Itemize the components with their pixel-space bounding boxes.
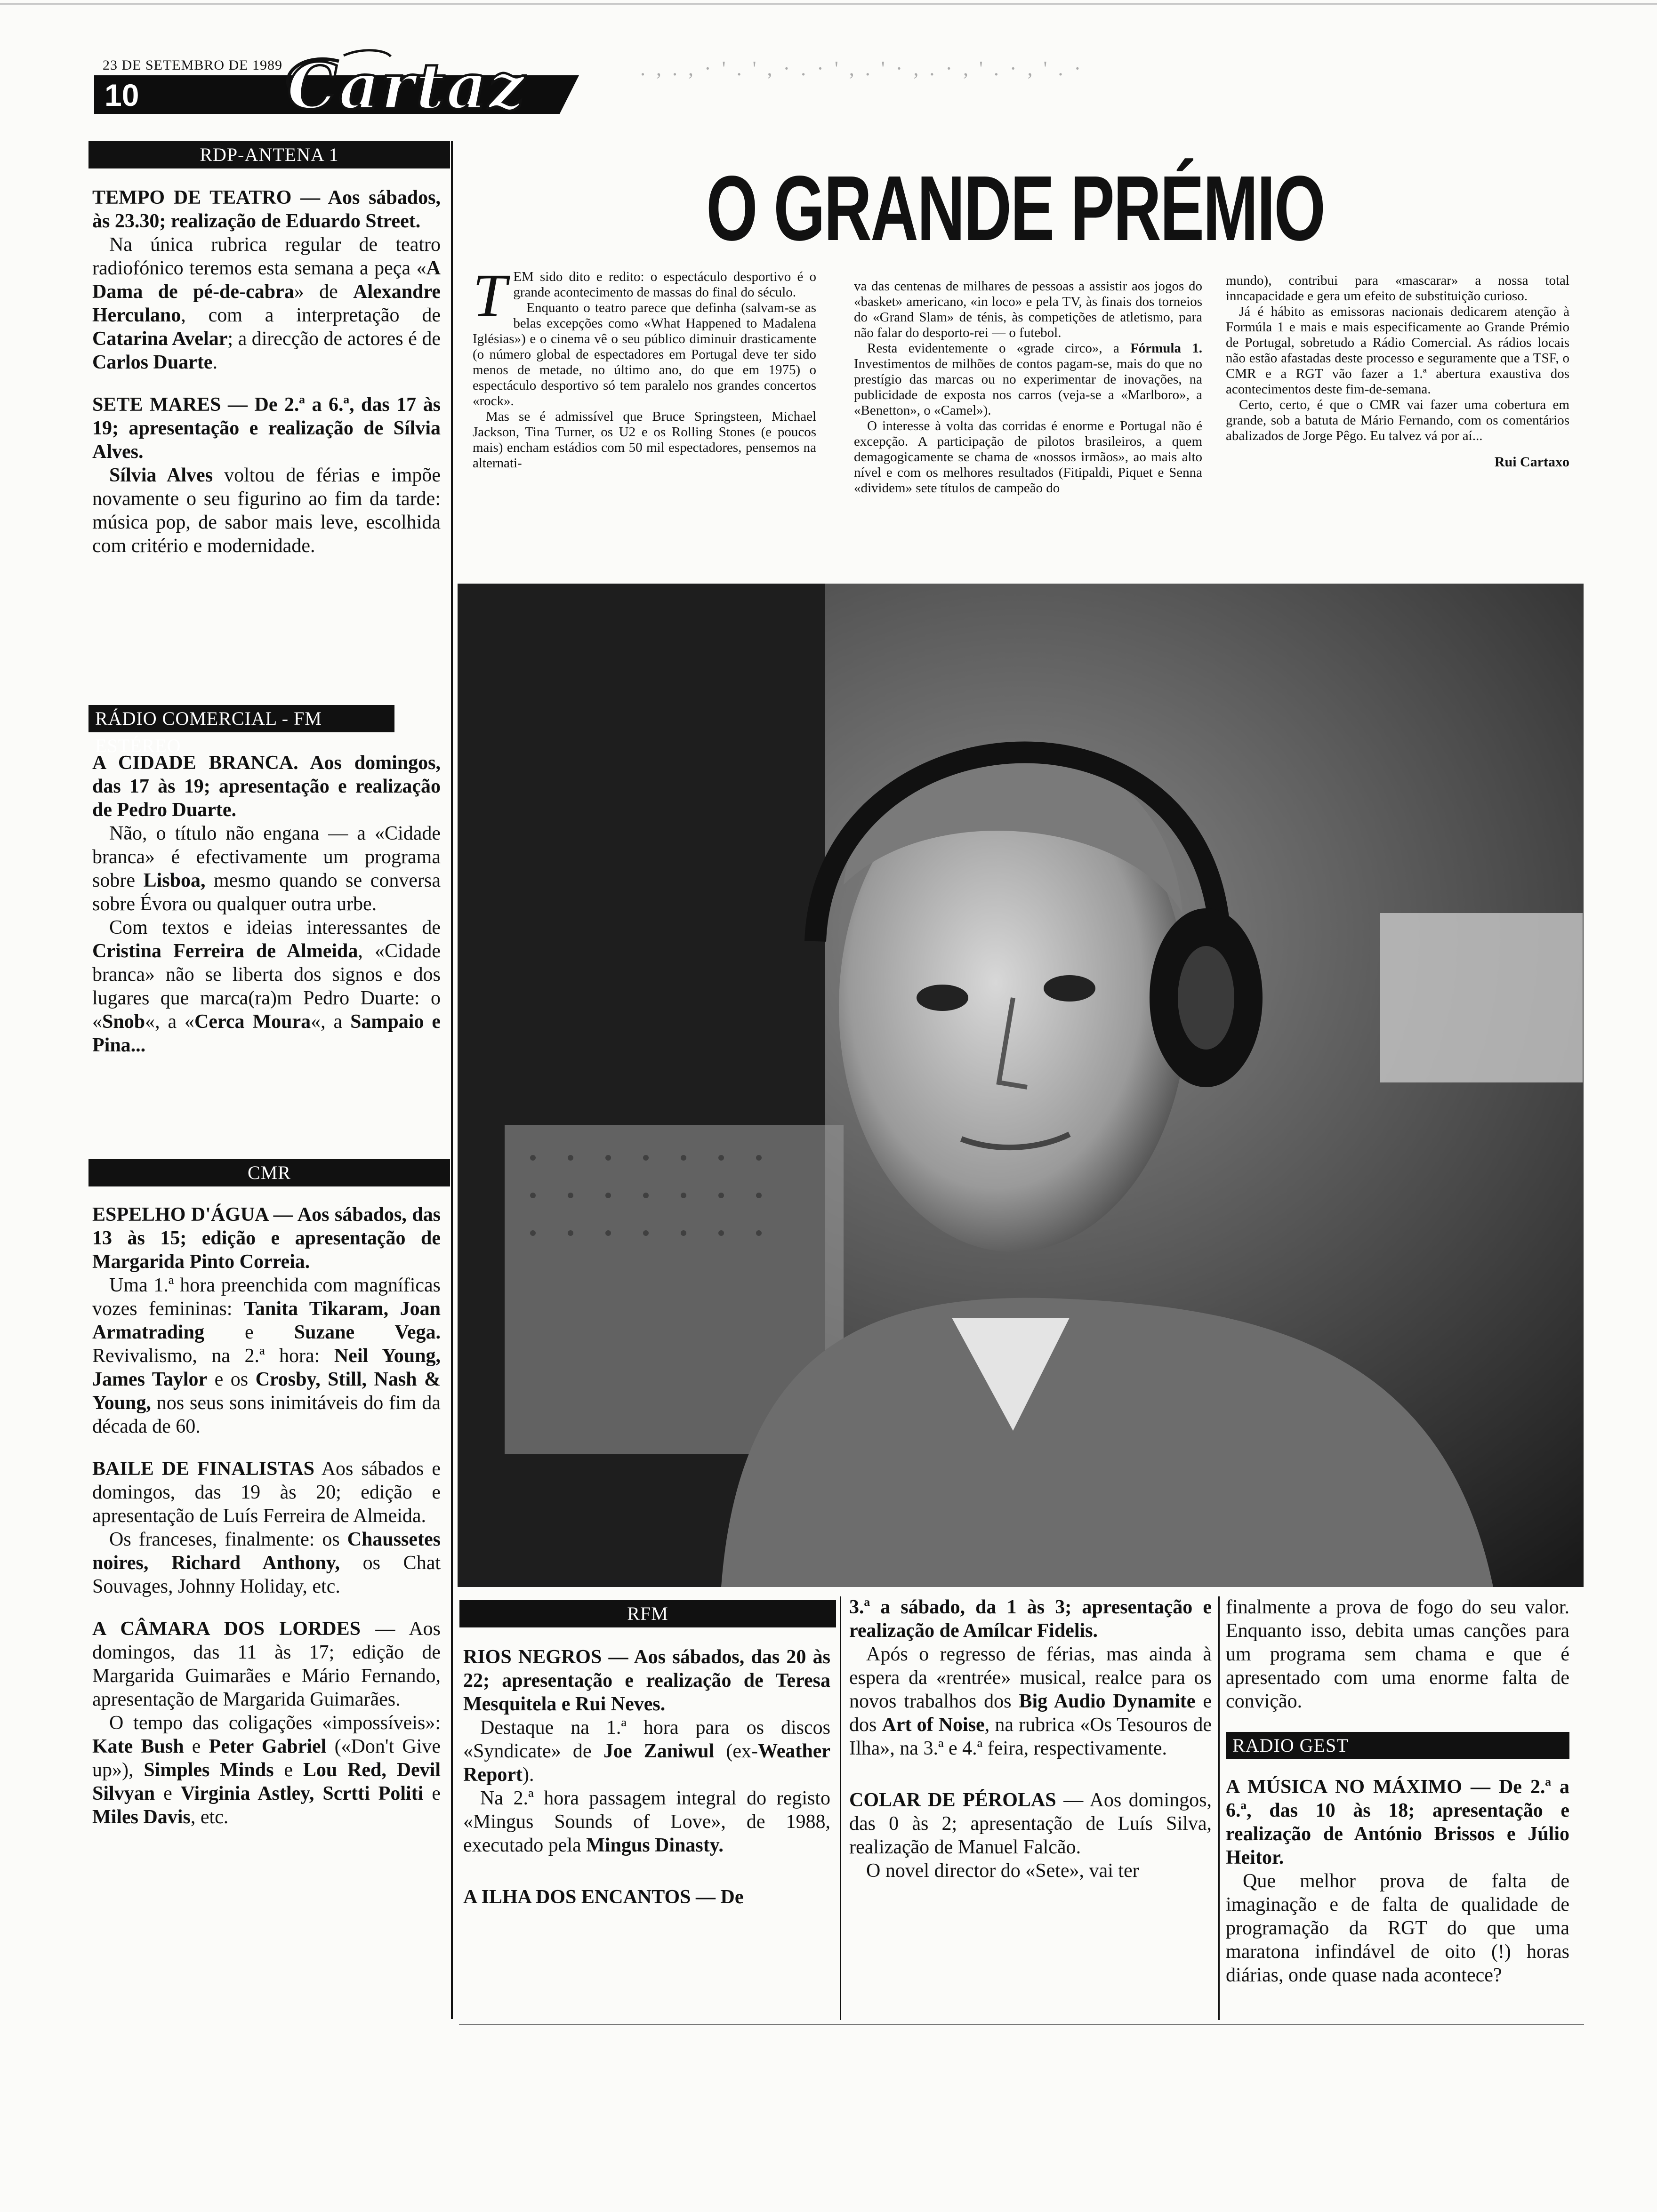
left-column-rule [451,141,453,2019]
article-col1-p2: Enquanto o teatro parece que definha (salvam-se as belas excepções como «What Happened to Madalena Iglésias») e o cinema vê o seu público diminuir drasticamente (o número global de espectadores em Portugal deve ter sido menos de metade, no último ano, do que em 1975) o espectáculo desportivo só tem paralelo nos grandes concertos «rock». [473,300,816,409]
bottom-rule-1 [840,1596,841,2020]
issue-date: 23 DE SETEMBRO DE 1989 [103,57,282,73]
cidade-branca-body: Não, o título não engana — a «Cidade branca» é efectivamente um programa sobre Lisboa, mesmo quando se conversa sobre Évora ou qualquer outra urbe. [92,823,441,915]
drop-cap: T [473,262,507,329]
radio-gest-listings [1226,1775,1569,1987]
article-col2-p2: Resta evidentemente o «grade circo», a Fórmula 1. Investimentos de milhões de contos pagam-se, mais do que no prestígio das marcas ou no experimentar de inovações, na publicidade de exposta nos carros (veja-se a «Marlboro», a «Benetton», o «Camel»). [854,341,1203,418]
baile-de-finalistas-body: Os franceses, finalmente: os Chaussetes noires, Richard Anthony, os Chat Souvages, Johnny Holiday, etc. [92,1529,441,1597]
article-photo [458,584,1584,1587]
espelho-dagua-body: Uma 1.ª hora preenchida com magníficas vozes femininas: Tanita Tikaram, Joan Armatrading e Suzane Vega. Revivalismo, na 2.ª hora: Neil Young, James Taylor e os Crosby, Still, Nash & Young, nos seus sons inimitáveis do fim da década de 60. [92,1274,441,1437]
bleed-through-noise: . , . , · ' . ' , · . · ' , . ' · , . · , ' . · , ' . · [640,57,1084,80]
headphones-man-photo [458,584,1584,1587]
colar-de-perolas: COLAR DE PÉROLAS — Aos domingos, das 0 às 2; apresentação de Luís Silva, realização de Manuel Falcão. [849,1789,1212,1858]
tempo-de-teatro-body: Na única rubrica regular de teatro radiofónico teremos esta semana a peça «A Dama de pé-de-cabra» de Alexandre Herculano, com a interpretação de Catarina Avelar; a direcção de actores é de Carlos Duarte. [92,234,441,373]
cidade-branca-body-2: Com textos e ideias interessantes de Cristina Ferreira de Almeida, «Cidade branca» não se liberta dos signos e dos lugares que marca(ra)m Pedro Duarte: o «Snob«, a «Cerca Moura«, a Sampaio e Pina... [92,917,441,1056]
colar-de-perolas-body: O novel director do «Sete», vai ter [866,1860,1139,1882]
cidade-branca-head: A CIDADE BRANCA. Aos domingos, das 17 às 19; apresentação e realização de Pedro Duarte. [92,752,441,821]
ilha-dos-encantos-head: A ILHA DOS ENCANTOS — De [463,1886,744,1908]
rfm-continued [849,1595,1212,1883]
rios-negros-body: Destaque na 1.ª hora para os discos «Syndicate» de Joe Zaniwul (ex-Weather Report). [463,1717,831,1786]
article-col2-p1: va das centenas de milhares de pessoas a assistir aos jogos do «basket» americano, «in loco» e pela TV, às finais dos torneios do «Grand Slam» de ténis, às competições de atletismo, para não falar do desporto-rei — o futebol. [854,279,1202,340]
top-border [0,3,1657,5]
rdp-section-bar: RDP-ANTENA 1 [88,141,450,168]
bottom-dashed-rule [459,2024,1584,2025]
colar-de-perolas-cont: finalmente a prova de fogo do seu valor. Enquanto isso, debita umas canções para um programa sem chama e que é apresentado com uma enorme falta de convição. [1226,1596,1569,1712]
sete-mares-body: Sílvia Alves voltou de férias e impõe novamente o seu figurino ao fim da tarde: música pop, de sabor mais leve, escolhida com critério e modernidade. [92,465,441,557]
camara-dos-lordes: A CÂMARA DOS LORDES — Aos domingos, das 11 às 17; edição de Margarida Guimarães e Mário Fernando, apresentação de Margarida Guimarães. [92,1618,441,1710]
radio-gest-section-bar: RADIO GEST [1226,1732,1569,1759]
musica-no-maximo-head: A MÚSICA NO MÁXIMO — De 2.ª a 6.ª, das 10 às 18; apresentação e realização de António Brissos e Júlio Heitor. [1226,1776,1569,1868]
article-col1-p1: EM sido dito e redito: o espectáculo desportivo é o grande acontecimento de massas do final do século. [513,269,816,300]
rfm-listings [463,1645,830,1909]
article-column-1 [473,262,816,471]
bottom-rule-2 [1218,1596,1220,2020]
sete-mares-head: SETE MARES — De 2.ª a 6.ª, das 17 às 19; apresentação e realização de Sílvia Alves. [92,394,441,463]
ilha-dos-encantos-cont: 3.ª a sábado, da 1 às 3; apresentação e realização de Amílcar Fidelis. [849,1596,1212,1642]
rdp-listings [92,186,441,558]
byline: Rui Cartaxo [1494,454,1569,470]
espelho-dagua-head: ESPELHO D'ÁGUA — Aos sábados, das 13 às 15; edição e apresentação de Margarida Pinto Correia. [92,1204,441,1273]
article-col3-p2: Já é hábito as emissoras nacionais dedicarem atenção à Formúla 1 e mais e mais especificamente ao Grande Prémio de Portugal, sobretudo a Rádio Comercial. As rádios locais não estão afastadas deste processo e seguramente que a TSF, o CMR e a RGT vão fazer a 1.ª abertura exaustiva dos acontecimentos deste fim-de-semana. [1226,304,1569,397]
right-bottom-column [1226,1595,1569,1713]
article-col3-p1: mundo), contribui para «mascarar» a nossa total inncapacidade e gera um efeito de substituição curioso. [1226,273,1569,304]
rios-negros-body-2: Na 2.ª hora passagem integral do registo «Mingus Sounds of Love», de 1988, executado pela Mingus Dinasty. [463,1787,830,1856]
baile-de-finalistas: BAILE DE FINALISTAS Aos sábados e domingos, das 19 às 20; edição e apresentação de Luís Ferreira de Almeida. [92,1458,441,1527]
page-number: 10 [105,78,139,112]
headline: O GRANDE PRÉMIO [706,157,1325,260]
article-column-2 [854,279,1202,496]
comercial-section-bar: RÁDIO COMERCIAL - FM ESTÉREO [88,705,394,732]
camara-dos-lordes-body: O tempo das coligações «impossíveis»: Kate Bush e Peter Gabriel («Don't Give up»), Simples Minds e Lou Red, Devil Silvyan e Virginia Astley, Scrtti Politi e Miles Davis, etc. [92,1712,441,1828]
ilha-dos-encantos-body: Após o regresso de férias, mas ainda à espera da «rentrée» musical, realce para os novos trabalhos dos Big Audio Dynamite e dos Art of Noise, na rubrica «Os Tesouros de Ilha», na 3.ª e 4.ª feira, respectivamente. [849,1643,1212,1759]
article-col1-p3: Mas se é admissível que Bruce Springsteen, Michael Jackson, Tina Turner, os U2 e os Rolling Stones (e poucos mais) encham estádios com 50 mil espectadores, pensemos na alternati- [473,409,816,471]
tempo-de-teatro-head: TEMPO DE TEATRO — Aos sábados, às 23.30; realização de Eduardo Street. [92,187,441,232]
cmr-listings [92,1203,441,1829]
rios-negros-head: RIOS NEGROS — Aos sábados, das 20 às 22; apresentação e realização de Teresa Mesquitela e Rui Neves. [463,1646,830,1715]
comercial-listings [92,751,441,1057]
cmr-section-bar: CMR [88,1159,450,1186]
section-logo: Cartaz [287,49,526,123]
article-col2-p3: O interesse à volta das corridas é enorme e Portugal não é excepção. A participação de pilotos brasileiros, a quem demagogicamente se chama de «nossos irmãos», ao mais alto nível e com os melhores resultados (Fitipaldi, Piquet e Senna «dividem» sete títulos de campeão do [854,418,1202,496]
article-col3-p3: Certo, certo, é que o CMR vai fazer uma cobertura em grande, sob a batuta de Mário Fernando, com os comentários abalizados de Jorge Pêgo. Eu talvez vá por aí... [1226,397,1569,443]
article-column-3 [1226,273,1569,470]
rfm-section-bar: RFM [459,1600,836,1627]
musica-no-maximo-body: Que melhor prova de falta de imaginação e de falta de qualidade de programação da RGT do que uma maratona infindável de oito (!) horas diárias, onde quase nada acontece? [1226,1870,1569,1986]
